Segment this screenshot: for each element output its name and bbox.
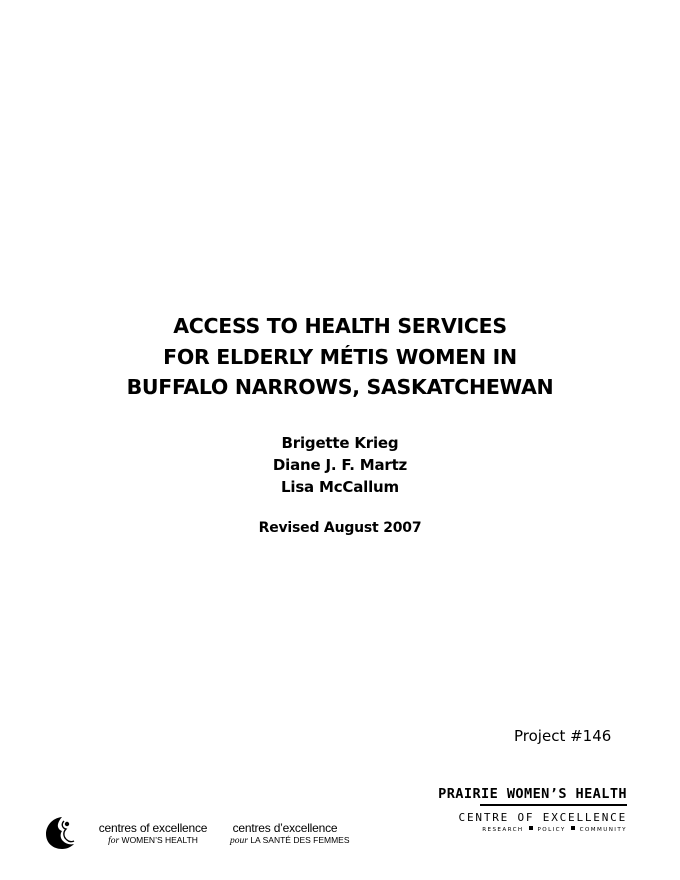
pwh-tagline bbox=[405, 826, 627, 834]
title-line-3: BUFFALO NARROWS, SASKATCHEWAN bbox=[126, 375, 554, 399]
square-bullet-icon bbox=[571, 826, 575, 830]
pwh-tag-community: COMMUNITY bbox=[579, 827, 627, 833]
author-name: Brigette Krieg bbox=[281, 434, 399, 452]
coe-french-wordmark bbox=[230, 821, 350, 847]
coe-english-name: centres of excellence bbox=[98, 821, 208, 835]
coe-french-sub-italic: pour bbox=[230, 836, 248, 846]
author-name: Diane J. F. Martz bbox=[272, 456, 408, 474]
coe-english-sub-text: WOMEN’S HEALTH bbox=[121, 835, 198, 845]
prairie-womens-health-logo bbox=[405, 785, 627, 834]
pwh-centre: CENTRE OF EXCELLENCE bbox=[458, 811, 627, 824]
coe-english-wordmark bbox=[97, 822, 209, 847]
author-name: Lisa McCallum bbox=[281, 478, 399, 496]
author-list bbox=[0, 432, 680, 498]
pwh-divider bbox=[480, 804, 627, 806]
title-line-1: ACCESS TO HEALTH SERVICES bbox=[173, 314, 507, 338]
revision-date: Revised August 2007 bbox=[258, 520, 422, 536]
title-line-2: FOR ELDERLY MÉTIS WOMEN IN bbox=[163, 344, 517, 369]
coe-english-subtitle bbox=[97, 835, 209, 847]
project-number: Project #146 bbox=[514, 727, 612, 745]
document-title bbox=[0, 311, 680, 403]
coe-french-name: centres d’excellence bbox=[232, 821, 338, 835]
coe-french-sub-text: LA SANTÉ DES FEMMES bbox=[250, 835, 350, 845]
coe-english-sub-italic: for bbox=[108, 836, 120, 846]
centres-of-excellence-logo-icon bbox=[45, 815, 75, 851]
pwh-name: PRAIRIE WOMEN’S HEALTH bbox=[438, 786, 627, 802]
pwh-tag-research: RESEARCH bbox=[482, 827, 524, 833]
coe-french-subtitle bbox=[230, 835, 350, 847]
square-bullet-icon bbox=[529, 826, 533, 830]
pwh-tag-policy: POLICY bbox=[537, 827, 566, 833]
